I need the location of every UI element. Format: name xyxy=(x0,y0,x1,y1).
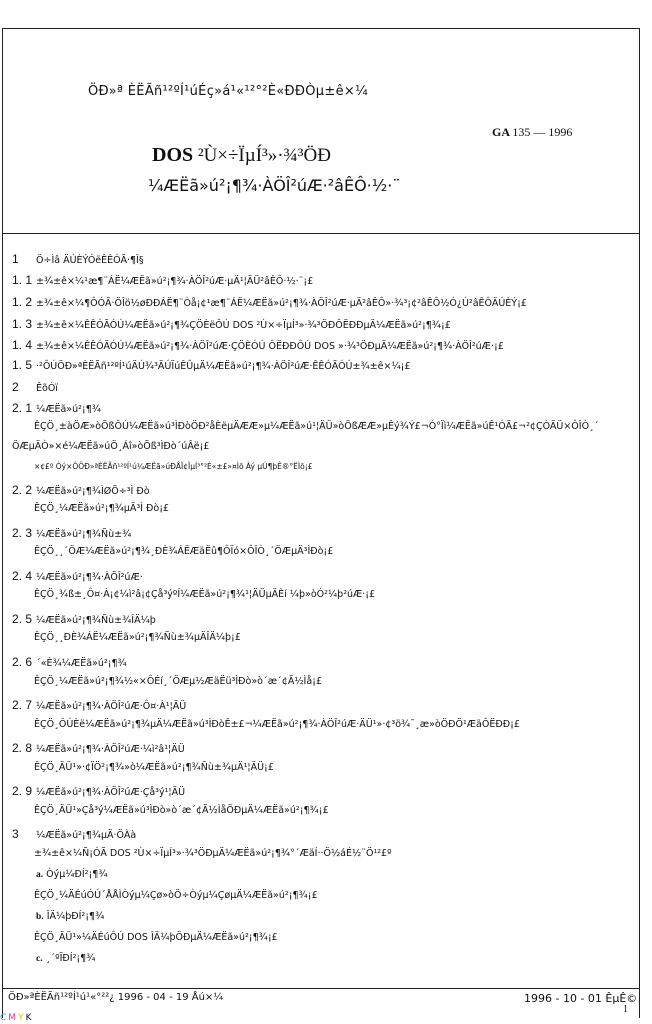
definition-term: 2. 8 ¼ÆËã»ú²¡¶¾·ÀÖÎ²úÆ·¼ì²â¹¦ÄÜ xyxy=(12,741,185,755)
section-line: 1 Ö÷Ìâ ÄÚÈÝÓëÊÊÓÃ·¶Î§ xyxy=(12,252,144,266)
document-title-line-1 xyxy=(152,144,331,167)
subitem-desc: ÊÇÖ¸ÄÜ¹»¼ÄÉúÔÚ DOS ÎÄ¼þÖÐµÄ¼ÆËã»ú²¡¶¾¡£ xyxy=(34,932,278,943)
definition-term: 2. 2 ¼ÆËã»ú²¡¶¾ÌØÕ÷³Ì Ðò xyxy=(12,483,150,497)
section-line: 1. 2 ±¾±ê×¼¶ÔÓÃ·ÖÎö½øÐÐÁË¶¨Òå¡¢¹æ¶¨ÁË¼ÆËã»ú²¡¶¾·ÀÖÎ²úÆ·µÄ²âÊÔ»·¾³¡¢²âÊÔ½Ó¿Ú²âÊÔÄÚÈÝ¡£ xyxy=(12,295,527,309)
cmyk-y: Y xyxy=(18,1013,26,1023)
title-rest: ²Ù×÷ÏµÍ³»·¾³ÖÐ xyxy=(197,145,331,166)
cmyk-registration-marks xyxy=(0,1013,33,1023)
section-line: 1. 4 ±¾±ê×¼ÊÊÓÃÓÚ¼ÆËã»ú²¡¶¾·ÀÖÎ²úÆ·ÇÖÈÓÚ ÔËÐÐÔÚ DOS »·¾³ÖÐµÄ¼ÆËã»ú²¡¶¾·ÀÖÎ²úÆ·¡£ xyxy=(12,338,504,352)
approval-date: ÖÐ»ªÈËÃñ¹²ºÍ¹ú¹«°²²¿ 1996 - 04 - 19 Åú×¼ xyxy=(8,992,224,1003)
implementation-date: 1996 - 10 - 01 ÊµÊ© xyxy=(524,992,638,1005)
definition-desc: ÊÇÖ¸ÄÜ¹»Çå³ý¼ÆËã»ú³ÌÐò»ò´æ´¢Ã½ÌåÖÐµÄ¼ÆËã»ú²¡¶¾¡£ xyxy=(34,805,329,816)
page-number: 1 xyxy=(623,1004,628,1015)
section-line: 1. 5 ·²ÔÚÖÐ»ªÈËÃñ¹²ºÍ¹úÄÚ¾³ÄÚÏúÊÛµÄ¼ÆËã»ú²¡¶¾·ÀÖÎ²úÆ·ÊÊÓÃÓÚ±¾±ê×¼¡£ xyxy=(12,358,411,372)
section-line: 1. 3 ±¾±ê×¼ÊÊÓÃÓÚ¼ÆËã»ú²¡¶¾ÇÖÈëÔÚ DOS ²Ù×÷ÏµÍ³»·¾³ÖÐÔËÐÐµÄ¼ÆËã»ú²¡¶¾¡£ xyxy=(12,317,451,331)
section-line: 2 ÊõÓï xyxy=(12,380,58,394)
standard-code: GA xyxy=(492,125,510,139)
definition-desc: ÊÇÖ¸¸ÐÈ¾ÁË¼ÆËã»ú²¡¶¾Ñù±¾µÄÎÄ¼þ¡£ xyxy=(34,632,241,643)
definition-term: 2. 9 ¼ÆËã»ú²¡¶¾·ÀÖÎ²úÆ·Çå³ý¹¦ÄÜ xyxy=(12,784,186,798)
definition-term: 2. 6 ´«È¾¼ÆËã»ú²¡¶¾ xyxy=(12,655,127,669)
subitem-title: a. Òýµ¼ÐÍ²¡¶¾ xyxy=(36,869,108,880)
section-3-intro: ±¾±ê×¼Ñ¡ÓÃ DOS ²Ù×÷ÏµÍ³»·¾³ÖÐµÄ¼ÆËã»ú²¡¶¾°´ÆäÍ··Ö½áÉ½¨Ö¹²£º xyxy=(34,848,392,859)
section-3-heading: 3 ¼ÆËã»ú²¡¶¾µÄ·ÖÀà xyxy=(12,827,137,841)
definition-desc: ÊÇÖ¸¾ß±¸Ô¤·À¡¢¼ì²â¡¢Çå³ýºÍ¼ÆËã»ú²¡¶¾¹¦ÄÜµÄÈí ¼þ»òÓ²¼þ²úÆ·¡£ xyxy=(34,589,376,600)
left-border xyxy=(2,28,3,1018)
standard-header-title: ÖÐ»ª ÈËÃñ¹²ºÍ¹úÉç»á¹«¹²°²È«ÐÐÒµ±ê×¼ xyxy=(88,84,368,99)
standard-year: 135 — 1996 xyxy=(512,125,573,139)
title-dos: DOS xyxy=(152,144,194,166)
definition-term: 2. 4 ¼ÆËã»ú²¡¶¾·ÀÖÎ²úÆ· xyxy=(12,569,143,583)
paragraph-2-1: ÊÇÖ¸±àÖÆ»òÕßÔÚ¼ÆËã»ú³ÌÐòÖÐ²åÈëµÄÆÆ»µ¼ÆËã»ú¹¦ÄÜ»òÕßÆÆ»µÊý¾Ý£¬Ó°Ïì¼ÆËã»úÊ¹ÓÃ£¬²¢ÇÒÄÜ×ÔÎÒ¸´ xyxy=(34,421,599,432)
cmyk-c: C xyxy=(0,1013,9,1023)
title-rule xyxy=(2,233,640,234)
section-line: 2. 1 ¼ÆËã»ú²¡¶¾ xyxy=(12,401,101,415)
right-border xyxy=(639,28,640,1018)
definition-desc: ÊÇÖ¸¼ÆËã»ú²¡¶¾½«×ÔÉí¸´ÖÆµ½ÆäËü³ÌÐò»ò´æ´¢Ã½Ìå¡£ xyxy=(34,676,322,687)
document-title-line-2: ¼ÆËã»ú²¡¶¾·ÀÖÎ²úÆ·²âÊÔ·½·¨ xyxy=(148,176,401,195)
section-line: 1. 1 ±¾±ê×¼¹æ¶¨ÁË¼ÆËã»ú²¡¶¾·ÀÖÎ²úÆ·µÄ¹¦ÄÜ²âÊÔ·½·¨¡£ xyxy=(12,273,314,287)
paragraph-2-1-continued: ÖÆµÄÒ»×é¼ÆËã»úÖ¸Áî»òÕß³ÌÐò´úÂë¡£ xyxy=(12,441,210,452)
standard-number xyxy=(492,125,572,140)
top-border xyxy=(2,28,640,29)
note-2-1: ×¢£º Òý×ÔÖÐ»ªÈËÃñ¹²ºÍ¹ú¼ÆËã»úÐÅÏ¢ÏµÍ³°²È«±£»¤Ìõ Àý µÚ¶þÊ®°ËÌõ¡£ xyxy=(34,462,313,471)
definition-term: 2. 7 ¼ÆËã»ú²¡¶¾·ÀÖÎ²úÆ·Ô¤·À¹¦ÄÜ xyxy=(12,698,187,712)
definition-term: 2. 3 ¼ÆËã»ú²¡¶¾Ñù±¾ xyxy=(12,526,132,540)
subitem-desc: ÊÇÖ¸¼ÄÉúÓÚ´ÅÅÌÒýµ¼Çø»òÖ÷Òýµ¼ÇøµÄ¼ÆËã»ú²¡¶¾¡£ xyxy=(34,890,318,901)
definition-term: 2. 5 ¼ÆËã»ú²¡¶¾Ñù±¾ÎÄ¼þ xyxy=(12,612,156,626)
subitem-title: c. ¸´ºÏÐÍ²¡¶¾ xyxy=(36,953,96,964)
definition-desc: ÊÇÖ¸ÄÜ¹»·¢ÏÖ²¡¶¾»ò¼ÆËã»ú²¡¶¾Ñù±¾µÄ¹¦ÄÜ¡£ xyxy=(34,762,274,773)
subitem-title: b. ÎÄ¼þÐÍ²¡¶¾ xyxy=(36,911,105,922)
cmyk-k: K xyxy=(25,1013,34,1023)
definition-desc: ÊÇÖ¸ÔÚÈë¼ÆËã»ú²¡¶¾µÄ¼ÆËã»ú³ÌÐòÊ±£¬¼ÆËã»ú²¡¶¾·ÀÖÎ²úÆ·ÄÜ¹»·¢³ö¾¯¸æ»òÖÐÖ¹ÆäÔËÐÐ¡£ xyxy=(34,719,520,730)
footer-rule xyxy=(2,988,640,989)
cmyk-m: M xyxy=(8,1013,19,1023)
definition-desc: ÊÇÖ¸¼ÆËã»ú²¡¶¾µÄ³Ì Ðò¡£ xyxy=(34,503,170,514)
definition-desc: ÊÇÖ¸¸´ÖÆ¼ÆËã»ú²¡¶¾¸ÐÈ¾ÁËÆäËû¶ÔÏó×ÔÎÒ¸´ÖÆµÄ³ÌÐò¡£ xyxy=(34,546,334,557)
